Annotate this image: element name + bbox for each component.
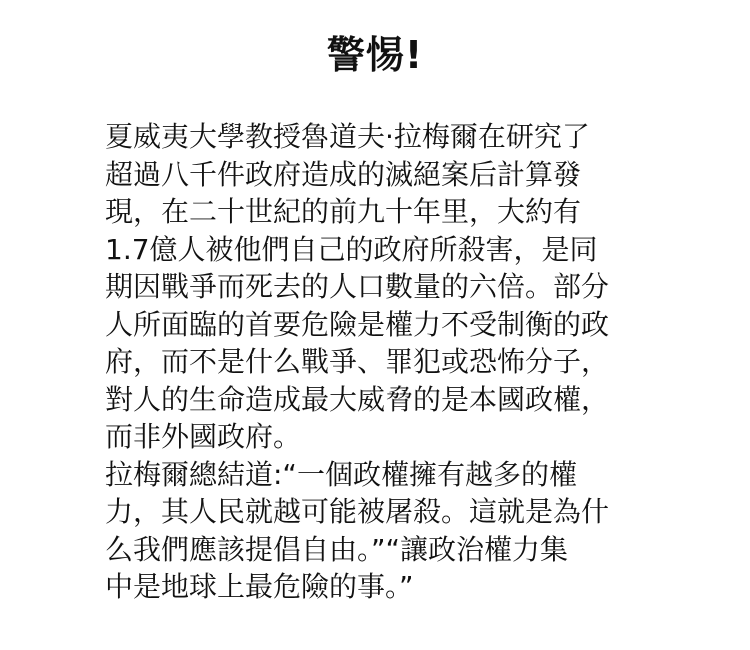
body-text — [105, 118, 665, 606]
text-line: 而非外國政府。 — [105, 420, 302, 453]
text-line: 人所面臨的首要危險是權力不受制衡的政 — [105, 307, 610, 341]
text-line: 期因戰爭而死去的人口數量的六倍。部分 — [105, 270, 610, 303]
paragraph-rummel-conclusion — [105, 456, 665, 606]
text-line: 力，其人民就越可能被屠殺。這就是為什 — [105, 495, 610, 528]
text-line: 對人的生命造成最大威脅的是本國政權， — [105, 382, 610, 416]
text-line: 1.7億人被他們自己的政府所殺害，是同 — [105, 232, 598, 266]
text-line: 現，在二十世紀的前九十年里，大約有 — [105, 195, 582, 228]
text-line: 夏威夷大學教授魯道夫·拉梅爾在研究了 — [105, 120, 590, 153]
paragraph-rummel-research — [105, 118, 665, 456]
text-line: 府，而不是什么戰爭、罪犯或恐怖分子， — [105, 345, 610, 378]
text-line: 么我們應該提倡自由。”“讓政治權力集 — [105, 532, 569, 566]
text-line: 拉梅爾總結道:“一個政權擁有越多的權 — [105, 457, 577, 491]
text-line: 中是地球上最危險的事。” — [105, 570, 414, 603]
page-title: 警惕! — [326, 33, 424, 77]
text-line: 超過八千件政府造成的滅絕案后計算發 — [105, 157, 582, 191]
